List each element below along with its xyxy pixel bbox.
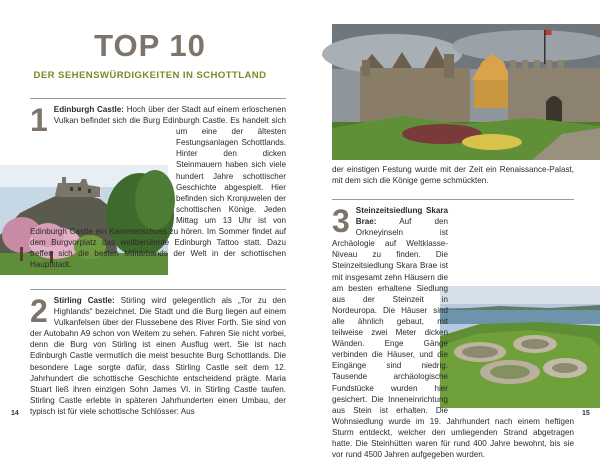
section-text: Hoch über der Stadt auf einem erloschenen Vulkan befindet sich die Burg Edinburgh Castle. Es handelt sich um eine der ältesten Festungsanlagen Schottlands. Hinter den dicken Steinmauern haben sich viele hundert Jahre schottischer Geschichte abgespielt. Hier befinden sich Kronjuwelen der schottischen Könige. Jeden Mittag um 13 Uhr ist von Edinburgh Castle ein Kanonenschuss zu hören. Im Sommer findet auf dem Burgvorplatz das weltberühmte Edinburgh Tattoo statt. Dazu treffen sich die besten Militärbands der Welt in der schottischen Hauptstadt. xyxy=(30,105,287,270)
section-skara-brae xyxy=(332,205,574,460)
page-subtitle: DER SEHENSWÜRDIGKEITEN IN SCHOTTLAND xyxy=(33,70,267,81)
left-page xyxy=(0,0,300,430)
section-edinburgh xyxy=(30,104,286,270)
continuation-text: der einstigen Festung wurde mit der Zeit ein Renaissance-Palast, mit dem sich die Könige gerne schmückten. xyxy=(332,165,574,186)
section-heading: Steinzeitsiedlung Skara Brae: xyxy=(355,206,448,227)
section-divider xyxy=(30,289,286,290)
page-number: 15 xyxy=(582,410,590,417)
page-title: TOP 10 xyxy=(94,28,206,63)
section-text: Stirling wird gelegentlich als „Tor zu den Highlands“ bezeichnet. Die Stadt und die Burg liegen auf einem Vulkanfelsen über der Flussebene des River Forth. Sie sind von der Autobahn A9 schon von Weitem zu sehen. Fahren Sie nicht vorbei, denn die Burg von Stirling ist einen Ausflug wert. Sie ist nach Edinburgh Castle vermutlich die meist besuchte Burg Schottlands. Die besondere Lage sorgte dafür, dass Stirling Castle seit dem 12. Jahrhundert die schottische Geschichte entscheidend prägte. Maria Stuart ließ ihren einzigen Sohn James VI. in Stirling Castle taufen. Stirling Castle erlebte in späteren Jahrhunderten einen Umbau, der typisch ist für viele schottische Schlösser: Aus xyxy=(30,296,287,416)
stirling-castle-photo xyxy=(332,24,600,160)
section-divider xyxy=(332,199,574,200)
page-number: 14 xyxy=(11,410,19,417)
section-heading: Stirling Castle: xyxy=(53,296,115,305)
section-number: 2 xyxy=(30,293,48,329)
section-heading: Edinburgh Castle: xyxy=(53,105,124,114)
section-number: 1 xyxy=(30,102,48,138)
section-divider xyxy=(30,98,286,99)
section-number: 3 xyxy=(332,203,350,239)
stirling-continuation xyxy=(332,164,574,186)
right-page xyxy=(300,0,600,460)
section-stirling xyxy=(30,295,286,417)
section-text: Auf den Orkneyinseln ist Archäologie auf Weltklasse-Niveau zu finden. Die Steinzeitsiedlung Skara Brae ist mit insgesamt zehn Häusern die am besten erhaltene Siedlung aus der Steinzeit in Nordeuropa. Die Häuser sind alle ähnlich gebaut, mit teilweise zwei Meter dicken Wänden. Enge Gänge verbinden die Häuser, und die Eingänge sind niedrig. Tausende archäologische Fundstücke wurden hier gesichert. Die Inneneinrichtung aus Stein ist erhalten. Die Wohnsiedlung wurde im 19. Jahrhundert nach einem heftigen Sturm entdeckt, welcher den umliegenden Strand abgetragen hatte. Die Steinhütten waren für rund 400 Jahre bewohnt, bis sie vor rund 4500 Jahren aufgegeben wurden. xyxy=(332,217,574,460)
